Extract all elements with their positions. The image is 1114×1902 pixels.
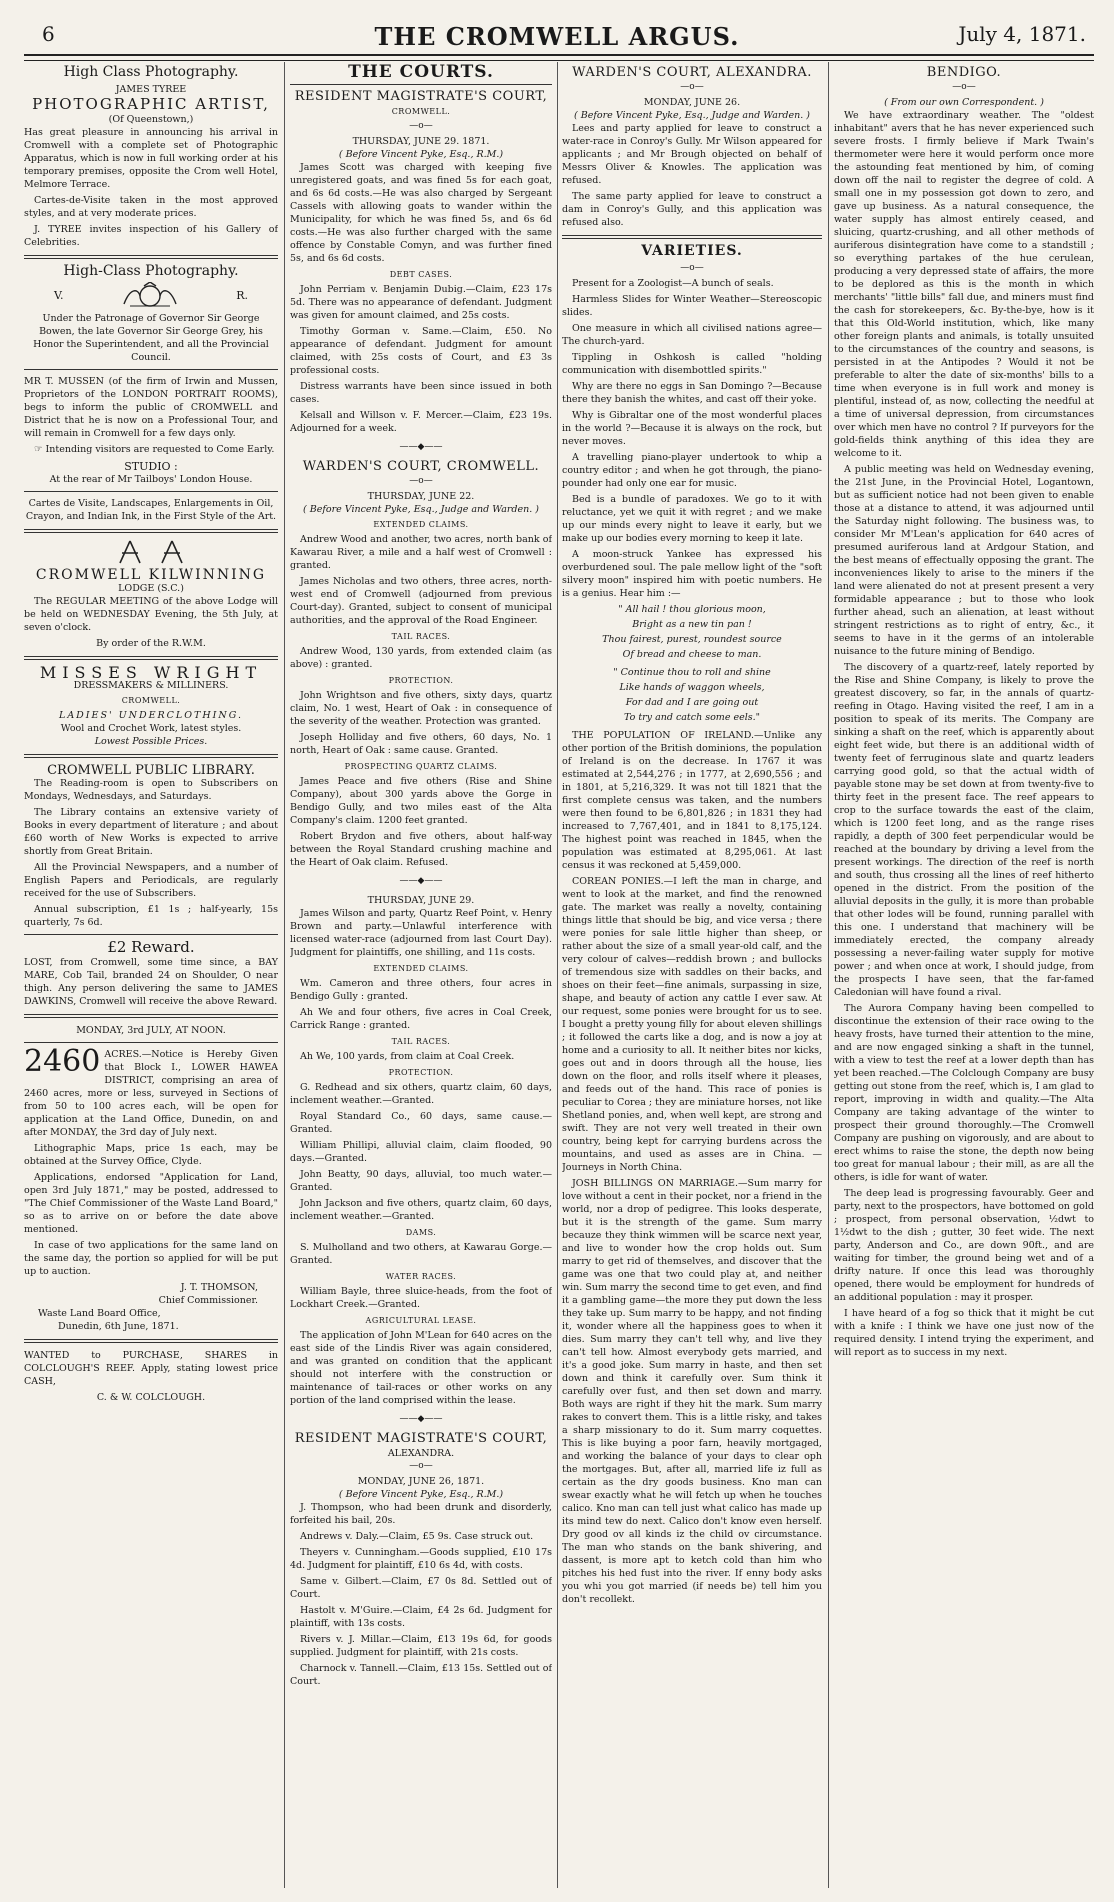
subsection-heading: AGRICULTURAL LEASE. bbox=[365, 1316, 477, 1325]
divider bbox=[562, 235, 822, 239]
court-entry: Ah We and four others, five acres in Coal Creek, Carrick Range : granted. bbox=[290, 1007, 552, 1031]
ornament: —o— bbox=[409, 1461, 433, 1471]
court-entry: G. Redhead and six others, quartz claim, 60 days, inclement weather.—Granted. bbox=[290, 1082, 552, 1106]
article-paragraph: The discovery of a quartz-reef, lately reported by the Rise and Shine Company, is likely to prove the greatest discovery, so far, in the annals of quartz-reefing in Otago. Having visited the reef, I am in a position to speak of its merits. The Company are sinking a shaft on the reef, which is apparently about eight feet wide, but there is an additional width of twenty feet of ferruginous slate and quartz leaders carrying good gold, so that the actual width of payable stone may be set down at from twenty-five to thirty feet in the present face. The reef appears to crop to the surface towards the east of the claim, which is 1200 feet long, and as the range rises rapidly, a depth of 300 feet perpendicular would be reached at the boundary by driving a level from the present workings. The direction of the reef is north and south, thus crossing all the lines of reef hitherto opened in the district. From the position of the alluvial deposits in the gully, it is more than probable that other lodes will be found, running parallel with this one. I understand that machinery will be immediately erected, the company already possessing a never-failing water supply for motive power ; and when once at work, I should judge, from the prospects I have seen, that the far-famed Caledonian will have found a rival. bbox=[834, 662, 1094, 998]
court-entry: Andrew Wood and another, two acres, north bank of Kawarau River, a mile and a half west of Cromwell : granted. bbox=[290, 534, 552, 571]
ad-text: Intending visitors are requested to Come Early. bbox=[45, 444, 275, 455]
poem-line: " Continue thou to roll and shine bbox=[613, 667, 771, 678]
column-advertisements bbox=[24, 62, 278, 1894]
court-entry: Kelsall and Willson v. F. Mercer.—Claim, £23 19s. Adjourned for a week. bbox=[290, 410, 552, 434]
court-entry: James Wilson and party, Quartz Reef Point, v. Henry Brown and party.—Unlawful interference with licensed water-race (adjourned from last Court Day). Judgment for plaintiffs, one shilling, and 11s costs. bbox=[290, 908, 552, 958]
court-heading: WARDEN'S COURT, ALEXANDRA. bbox=[572, 65, 812, 80]
court-heading: WARDEN'S COURT, CROMWELL. bbox=[302, 459, 540, 474]
column-courts bbox=[290, 62, 552, 1894]
ad-signature: Chief Commissioner. bbox=[158, 1295, 258, 1306]
article-paragraph: The Aurora Company having been compelled to discontinue the extension of their race owing to the heavy frosts, have turned their attention to the mine, and are now engaged sinking a shaft in the tunnel, with a view to test the reef at a lower depth than has yet been reached.—The Colclough Company are busy getting out stone from the reef, which is, I am glad to report, improving in width and quality.—The Alta Company are taking advantage of the winter to prospect their ground thoroughly.—The Cromwell Company are pushing on vigorously, and are about to erect whims to raise the stone, the depth now being too great for manual labour ; their mill, as are all the others, is idle for want of water. bbox=[834, 1003, 1094, 1183]
court-date: THURSDAY, JUNE 29. bbox=[367, 895, 475, 906]
byline: ( From our own Correspondent. ) bbox=[884, 97, 1044, 108]
court-entry: Same v. Gilbert.—Claim, £7 0s 8d. Settled out of Court. bbox=[290, 1576, 552, 1600]
divider bbox=[290, 84, 552, 85]
divider bbox=[24, 529, 278, 533]
subsection-heading: EXTENDED CLAIMS. bbox=[373, 520, 469, 529]
royal-coat-of-arms-icon bbox=[120, 282, 180, 308]
ad-body: Has great pleasure in announcing his arrival in Cromwell with a complete set of Photographic Apparatus, which is now in full working order at his temporary premises, opposite the Crom well Hotel, Melmore Terrace. bbox=[24, 127, 278, 190]
variety-item: A travelling piano-player undertook to whip a country editor ; and when he got through, the piano-pounder had only one ear for music. bbox=[562, 452, 822, 489]
poem-line: Thou fairest, purest, roundest source bbox=[602, 634, 782, 645]
column-bendigo bbox=[834, 62, 1094, 1894]
ad-body: Dunedin, 6th June, 1871. bbox=[58, 1321, 179, 1332]
ad-body: Lowest Possible Prices. bbox=[94, 736, 208, 747]
court-town: CROMWELL. bbox=[391, 107, 451, 116]
square-compass-icon bbox=[117, 539, 143, 565]
ad-title: £2 Reward. bbox=[107, 938, 195, 956]
ad-subheading: STUDIO : bbox=[124, 460, 178, 473]
ad-body: Annual subscription, £1 1s ; half-yearly, 15s quarterly, 7s 6d. bbox=[24, 904, 278, 928]
court-date: MONDAY, JUNE 26, 1871. bbox=[357, 1476, 485, 1487]
masthead bbox=[0, 0, 1114, 60]
court-entry: Charnock v. Tannell.—Claim, £13 15s. Settled out of Court. bbox=[290, 1663, 552, 1687]
crest-letter: R. bbox=[236, 288, 248, 302]
ad-body: Cartes de Visite, Landscapes, Enlargements in Oil, Crayon, and Indian Ink, in the First Style of the Art. bbox=[25, 498, 277, 522]
subsection-heading: PROTECTION. bbox=[388, 676, 454, 685]
court-entry: James Peace and five others (Rise and Shine Company), about 300 yards above the Gorge in Bendigo Gully, and two miles east of the Alta Company's claim. 1200 feet granted. bbox=[290, 776, 552, 826]
subsection-heading: WATER RACES. bbox=[385, 1272, 457, 1281]
court-entry: John Wrightson and five others, sixty days, quartz claim, No. 1 west, Heart of Oak : in consequence of the severity of the weather. Protection was granted. bbox=[290, 690, 552, 727]
ornament: —o— bbox=[409, 121, 433, 131]
section-heading: THE COURTS. bbox=[348, 62, 494, 82]
divider bbox=[24, 369, 278, 370]
ad-body: The Reading-room is open to Subscribers on Mondays, Wednesdays, and Saturdays. bbox=[24, 778, 278, 802]
ad-body: The REGULAR MEETING of the above Lodge will be held on WEDNESDAY Evening, the 5th July, at seven o'clock. bbox=[24, 596, 278, 633]
crest-letter: V. bbox=[54, 288, 64, 302]
ad-text: ACRES.—Notice is Hereby Given that Block I., LOWER HAWEA DISTRICT, comprising an area of 2460 acres, more or less, surveyed in Sections of from 50 to 100 acres each, will be open for application at the Land Office, Dunedin, on and after MONDAY, the 3rd day of July next. bbox=[24, 1049, 278, 1138]
poem-line: Bright as a new tin pan ! bbox=[632, 619, 752, 630]
court-entry: Rivers v. J. Millar.—Claim, £13 19s 6d, for goods supplied. Judgment for plaintiff, with 21s costs. bbox=[290, 1634, 552, 1658]
ad-body: All the Provincial Newspapers, and a number of English Papers and Periodicals, are regularly received for the use of Subscribers. bbox=[24, 862, 278, 899]
article-paragraph: THE POPULATION OF IRELAND.—Unlike any other portion of the British dominions, the population of Ireland is on the decrease. In 1767 it was estimated at 2,544,276 ; in 1777, at 2,690,556 ; and in 1801, at 5,216,329. It was not till 1821 that the first complete census was taken, and the numbers were then found to be 6,801,826 ; in 1831 they had increased to 7,767,401, and in 1841 to 8,175,124. The highest point was reached in 1845, when the population was estimated at 8,295,061. At last census it was reckoned at 5,459,000. bbox=[562, 730, 822, 871]
variety-item: Why is Gibraltar one of the most wonderful places in the world ?—Because it is always on the rock, but never moves. bbox=[562, 410, 822, 447]
article-paragraph: JOSH BILLINGS ON MARRIAGE.—Sum marry for love without a cent in their pocket, nor a friend in the world, nor a drop of pedigree. This looks desperate, but it is the strength of the game. Sum marry becauze they think wimmen will be scarce next year, and live to wonder how the crop holds out. Sum marry to get rid of themselves, and discover that the game was one that two could play at, and neither win. Sum marry the second time to get even, and find it a gambling game—the more they put down the less they take up. Sum marry to be happy, and not finding it, wonder where all the happiness goes to when it dies. Sum marry they can't tell why, and live they can't tell how. Almost everybody gets married, and it's a good joke. Sum marry in haste, and then set down and think it carefully over. Sum think it carefully over fust, and then set down and marry. Both ways are right if they hit the mark. Sum marry rakes to convert them. This is a little risky, and takes a sharp missionary to do it. Sum marry coquettes. This is like buying a poor farn, heavily mortgaged, and working the balance of your days to clear oph the mortgages. But, after all, married life iz full as certain as the dry goods business. Kno man can swear exactly what he will fetch up when he touches calico. Kno man can tell just what calico has made up its mind tew do next. Calico don't know even herself. Dry good ov all kinds iz the child ov circumstance. The man who stands on the bank shivering, and dassent, is more apt to ketch cold than him who pitches his hed fust into the river. If enny body asks you whi you got married (if needs be) tell him you don't recollekt. bbox=[562, 1178, 822, 1605]
acres-number: 2460 bbox=[24, 1044, 101, 1079]
ad-subtitle: LODGE (S.C.) bbox=[118, 583, 184, 594]
ad-body: Lithographic Maps, price 1s each, may be obtained at the Survey Office, Clyde. bbox=[24, 1143, 278, 1167]
court-heading: RESIDENT MAGISTRATE'S COURT, bbox=[294, 1431, 548, 1446]
ad-title: PHOTOGRAPHIC ARTIST, bbox=[32, 95, 270, 113]
ornament: ——◆—— bbox=[399, 1414, 443, 1424]
ad-body: The Library contains an extensive variety of Books in every department of literature ; and about £60 worth of New Works is expected to arrive shortly from Great Britain. bbox=[24, 807, 278, 857]
subsection-heading: EXTENDED CLAIMS. bbox=[373, 964, 469, 973]
court-entry: John Beatty, 90 days, alluvial, too much water.—Granted. bbox=[290, 1169, 552, 1193]
subsection-heading: PROTECTION. bbox=[388, 1068, 454, 1077]
ad-title: CROMWELL KILWINNING bbox=[35, 567, 267, 583]
court-entry: The application of John M'Lean for 640 acres on the east side of the Lindis River was again considered, and was granted on condition that the applicant should not interfere with the construction or maintenance of tail-races or other works on any portion of the land comprised within the lease. bbox=[290, 1330, 552, 1406]
ad-body bbox=[24, 1044, 278, 1139]
court-entry: Theyers v. Cunningham.—Goods supplied, £10 17s 4d. Judgment for plaintiff, £10 6s 4d, with costs. bbox=[290, 1547, 552, 1571]
square-compass-icon bbox=[159, 539, 185, 565]
article-paragraph: COREAN PONIES.—I left the man in charge, and went to look at the market, and find the renowned gate. The market was really a novelty, containing things little that should be big, and vice versa ; there were ponies for sale little higher than sheep, or rather about the size of a small year-old calf, and the very colour of calves—reddish brown ; and bullocks of tremendous size with saddles on their backs, and shoes on their feet—fine animals, surpassing in size, shape, and beauty of action any cattle I ever saw. At our request, some ponies were brought for us to see. I bought a pretty young filly for about eleven shillings ; it followed the carts like a dog, and is now a joy at home and a curiosity to all. It neither bites nor kicks, goes out and in doors through all the house, lies down on the floor, and rolls itself where it pleases, and feeds out of the hand. This race of ponies is peculiar to Corea ; they are miniature horses, not like Shetland ponies, and, when well kept, are strong and swift. They are not very well treated in their own country, being kept for carrying burdens across the mountains, and used as asses are in China. —Journeys in North China. bbox=[562, 876, 822, 1173]
variety-item: One measure in which all civilised nations agree—The church-yard. bbox=[562, 323, 822, 347]
poem-line: Like hands of waggon wheels, bbox=[619, 682, 765, 693]
ad-subheading: LADIES' UNDERCLOTHING. bbox=[59, 710, 243, 721]
section-heading: VARIETIES. bbox=[641, 243, 743, 259]
subsection-heading: TAIL RACES. bbox=[391, 632, 451, 641]
ornament: —o— bbox=[680, 82, 704, 92]
ad-body: MR T. MUSSEN (of the firm of Irwin and Mussen, Proprietors of the LONDON PORTRAIT ROOMS), begs to inform the public of CROMWELL and District that he is now on a Professional Tour, and will remain in Cromwell for a few days only. bbox=[24, 376, 278, 439]
court-entry: Distress warrants have been since issued in both cases. bbox=[290, 381, 552, 405]
divider bbox=[24, 1339, 278, 1343]
court-entry: Joseph Holliday and five others, 60 days, No. 1 north, Heart of Oak : same cause. Granted. bbox=[290, 732, 552, 756]
poem-line: Of bread and cheese to man. bbox=[622, 649, 762, 660]
ornament: —o— bbox=[680, 263, 704, 273]
court-entry: The same party applied for leave to construct a dam in Conroy's Gully, and this application was refused also. bbox=[562, 191, 822, 228]
court-entry: Andrews v. Daly.—Claim, £5 9s. Case struck out. bbox=[300, 1531, 534, 1542]
divider bbox=[24, 1042, 278, 1043]
ad-body: Waste Land Board Office, bbox=[38, 1308, 161, 1319]
divider bbox=[24, 934, 278, 935]
article-paragraph: A public meeting was held on Wednesday evening, the 21st June, in the Provincial Hotel, Logantown, but as sufficient notice had not been given to enable those at a distance to attend, it was adjourned until the Saturday night following. The business was, to consider Mr M'Lean's application for 640 acres of presumed auriferous land at Ardgour Station, and the best means of effectually opposing the grant. The inconveniences likely to arise to the miners if the land were alienated do not at present present a very formidable appearance ; but to those who look further ahead, such an alienation, at least without stringent restrictions as to right of entry, &c., it seems to have in it the germs of an intolerable nuisance to the future mining of Bendigo. bbox=[834, 464, 1094, 657]
ad-body bbox=[24, 443, 278, 456]
poem-line: " All hail ! thou glorious moon, bbox=[618, 604, 766, 615]
court-before: ( Before Vincent Pyke, Esq., R.M.) bbox=[338, 149, 504, 160]
court-entry: Lees and party applied for leave to construct a water-race in Conroy's Gully. Mr Wilson appeared for applicants ; and Mr Brough objected on behalf of Messrs Oliver & Knowles. The application was refused. bbox=[562, 123, 822, 186]
ad-town: CROMWELL. bbox=[121, 696, 181, 705]
ornament: —o— bbox=[409, 476, 433, 486]
court-before: ( Before Vincent Pyke, Esq., R.M.) bbox=[338, 1489, 504, 1500]
divider bbox=[24, 255, 278, 259]
poem-line: For dad and I are going out bbox=[625, 697, 759, 708]
court-date: MONDAY, JUNE 26. bbox=[643, 97, 741, 108]
divider bbox=[24, 491, 278, 492]
ad-title: MONDAY, 3rd JULY, AT NOON. bbox=[76, 1025, 226, 1036]
court-before: ( Before Vincent Pyke, Esq., Judge and Warden. ) bbox=[574, 110, 810, 121]
ad-body: Applications, endorsed "Application for Land, open 3rd July 1871," may be posted, addressed to "The Chief Commissioner of the Waste Land Board," so as to arrive on or before the date above mentioned. bbox=[24, 1172, 278, 1235]
column-wardens-varieties bbox=[562, 62, 822, 1894]
court-date: THURSDAY, JUNE 29. 1871. bbox=[352, 136, 490, 147]
variety-item: Why are there no eggs in San Domingo ?—Because there they banish the whites, and cast off their yoke. bbox=[562, 381, 822, 405]
variety-item: A moon-struck Yankee has expressed his overburdened soul. The pale mellow light of the "soft silvery moon" inspired him with poetic numbers. He is a genius. Hear him :— bbox=[562, 549, 822, 599]
court-entry: James Nicholas and two others, three acres, north-west end of Cromwell (adjourned from previous Court-day). Granted, subject to consent of municipal authorities, and the approval of the Road Engineer. bbox=[290, 576, 552, 626]
ad-body: Under the Patronage of Governor Sir George Bowen, the late Governor Sir George Grey, his Honor the Superintendent, and all the Provincial Council. bbox=[33, 313, 269, 363]
variety-item: Bed is a bundle of paradoxes. We go to it with reluctance, yet we quit it with regret ; and we make up our minds every night to leave it early, but we make up our bodies every morning to keep it late. bbox=[562, 494, 822, 544]
masthead-rule bbox=[24, 54, 1094, 61]
masonic-emblems bbox=[24, 539, 278, 565]
ad-body: In case of two applications for the same land on the same day, the portion so applied for will be put up to auction. bbox=[24, 1240, 278, 1277]
article-paragraph: The deep lead is progressing favourably. Geer and party, next to the prospectors, have bottomed on gold ; prospect, from personal observation, ½dwt to 1½dwt to the dish ; gutter, 30 feet wide. The next party, Anderson and Co., are down 90ft., and are waiting for timber, the ground being wet and of a drifty nature. If once this lead was thoroughly opened, there would be employment for hundreds of an additional population : may it prosper. bbox=[834, 1188, 1094, 1303]
ad-title: MISSES WRIGHT bbox=[39, 663, 263, 682]
court-entry: Wm. Cameron and three others, four acres in Bendigo Gully : granted. bbox=[290, 978, 552, 1002]
court-heading: RESIDENT MAGISTRATE'S COURT, bbox=[294, 89, 548, 104]
ad-title: CROMWELL PUBLIC LIBRARY. bbox=[47, 763, 255, 778]
court-entry: Robert Brydon and five others, about half-way between the Royal Standard crushing machine and the Heart of Oak claim. Refused. bbox=[290, 831, 552, 868]
ad-body: LOST, from Cromwell, some time since, a BAY MARE, Cob Tail, branded 24 on Shoulder, O near thigh. Any person delivering the same to JAMES DAWKINS, Cromwell will receive the above Reward. bbox=[24, 957, 278, 1007]
pointing-hand-icon: ☞ bbox=[34, 444, 46, 455]
court-entry: Royal Standard Co., 60 days, same cause.—Granted. bbox=[290, 1111, 552, 1135]
court-entry: William Bayle, three sluice-heads, from the foot of Lockhart Creek.—Granted. bbox=[290, 1286, 552, 1310]
ad-heading: High-Class Photography. bbox=[63, 263, 239, 279]
ad-signature: C. & W. COLCLOUGH. bbox=[96, 1392, 206, 1403]
ad-body: Cartes-de-Visite taken in the most approved styles, and at very moderate prices. bbox=[24, 195, 278, 219]
ad-body: J. TYREE invites inspection of his Gallery of Celebrities. bbox=[24, 224, 278, 248]
article-paragraph: We have extraordinary weather. The "oldest inhabitant" avers that he has never experienced such severe frosts. I firmly believe if Mark Twain's thermometer were here it would perform once more the astounding feat mentioned by him, of coming down off the nail to register the degree of cold. A small one in my possession got down to zero, and gave up business. As a natural consequence, the water supply has almost entirely ceased, and sluicing, quartz-crushing, and all other methods of auriferous disintegration have come to a standstill ; so everything partakes of the hue cerulean, producing a very depressed state of affairs, the more to be deplored as this is the month in which merchants' "little bills" fall due, and miners must find the cash for storekeepers, &c. By-the-bye, how is it that this Old-World institution, which, like many other foreign plants and animals, is totally unsuited to the circumstances of the country and seasons, is persisted in at the Antipodes ? Would it not be preferable to alter the date of six-months' bills to a time when everyone is in full work and money is plentiful, instead of, as now, collecting the needful at a time of universal depression, from circumstances over which men have no control ? If purveyors for the gold-fields think anything of this idea they are welcome to it. bbox=[834, 110, 1094, 459]
subsection-heading: DEBT CASES. bbox=[389, 270, 453, 279]
ornament: ——◆—— bbox=[399, 442, 443, 452]
variety-item: Harmless Slides for Winter Weather—Stereoscopic slides. bbox=[562, 294, 822, 318]
ad-subtitle: DRESSMAKERS & MILLINERS. bbox=[73, 680, 229, 691]
variety-item: Present for a Zoologist—A bunch of seals. bbox=[572, 278, 774, 289]
ad-signature: By order of the R.W.M. bbox=[96, 638, 206, 649]
column-divider bbox=[284, 62, 285, 1888]
newspaper-title: THE CROMWELL ARGUS. bbox=[374, 22, 740, 51]
court-entry: Ah We, 100 yards, from claim at Coal Creek. bbox=[300, 1051, 515, 1062]
variety-item: Tippling in Oshkosh is called "holding communication with disembottled spirits." bbox=[562, 352, 822, 376]
ornament: —o— bbox=[952, 82, 976, 92]
court-entry: William Phillipi, alluvial claim, claim flooded, 90 days.—Granted. bbox=[290, 1140, 552, 1164]
page-number: 6 bbox=[42, 22, 55, 46]
ad-subtitle: (Of Queenstown,) bbox=[108, 114, 194, 125]
ad-body: WANTED to PURCHASE, SHARES in COLCLOUGH'S REEF. Apply, stating lowest price CASH, bbox=[24, 1350, 278, 1387]
court-date: THURSDAY, JUNE 22. bbox=[367, 491, 475, 502]
court-entry: J. Thompson, who had been drunk and disorderly, forfeited his bail, 20s. bbox=[290, 1502, 552, 1526]
court-town: ALEXANDRA. bbox=[387, 1448, 455, 1459]
court-entry: Hastolt v. M'Guire.—Claim, £4 2s 6d. Judgment for plaintiff, with 13s costs. bbox=[290, 1605, 552, 1629]
subsection-heading: PROSPECTING QUARTZ CLAIMS. bbox=[344, 762, 498, 771]
court-entry: John Jackson and five others, quartz claim, 60 days, inclement weather.—Granted. bbox=[290, 1198, 552, 1222]
ornament: ——◆—— bbox=[399, 876, 443, 886]
ad-name: JAMES TYREE bbox=[115, 84, 187, 95]
court-entry: John Perriam v. Benjamin Dubig.—Claim, £23 17s 5d. There was no appearance of defendant. Judgment was given for amount claimed, and 25s costs. bbox=[290, 284, 552, 321]
ad-body: At the rear of Mr Tailboys' London House. bbox=[49, 474, 253, 485]
ad-signature: J. T. THOMSON, bbox=[180, 1282, 258, 1293]
ad-body: Wool and Crochet Work, latest styles. bbox=[60, 723, 242, 734]
column-divider bbox=[828, 62, 829, 1888]
divider bbox=[24, 656, 278, 660]
poem-line: To try and catch some eels." bbox=[623, 712, 761, 723]
column-divider bbox=[557, 62, 558, 1888]
court-before: ( Before Vincent Pyke, Esq., Judge and Warden. ) bbox=[303, 504, 539, 515]
article-paragraph: I have heard of a fog so thick that it might be cut with a knife : I think we have one just now of the required density. I intend trying the experiment, and will report as to success in my next. bbox=[834, 1308, 1094, 1358]
issue-date: July 4, 1871. bbox=[958, 22, 1086, 46]
divider bbox=[24, 754, 278, 758]
subsection-heading: DAMS. bbox=[405, 1228, 437, 1237]
court-entry: James Scott was charged with keeping five unregistered goats, and was fined 5s for each goat, and 6s 6d costs.—He was also charged by Sergeant Cassels with allowing goats to wander within the Municipality, for which he was fined 5s, and 6s 6d costs.—He was also further charged with the same offence by Constable Comyn, and was further fined 5s, and 6s 6d costs. bbox=[290, 162, 552, 264]
divider bbox=[24, 1014, 278, 1018]
royal-crest bbox=[24, 282, 278, 308]
court-entry: S. Mulholland and two others, at Kawarau Gorge.—Granted. bbox=[290, 1242, 552, 1266]
ad-heading: High Class Photography. bbox=[63, 64, 239, 80]
court-entry: Andrew Wood, 130 yards, from extended claim (as above) : granted. bbox=[290, 646, 552, 670]
court-entry: Timothy Gorman v. Same.—Claim, £50. No appearance of defendant. Judgment for amount claimed, with 25s costs of Court, and £3 3s professional costs. bbox=[290, 326, 552, 376]
section-heading: BENDIGO. bbox=[926, 65, 1002, 80]
subsection-heading: TAIL RACES. bbox=[391, 1037, 451, 1046]
